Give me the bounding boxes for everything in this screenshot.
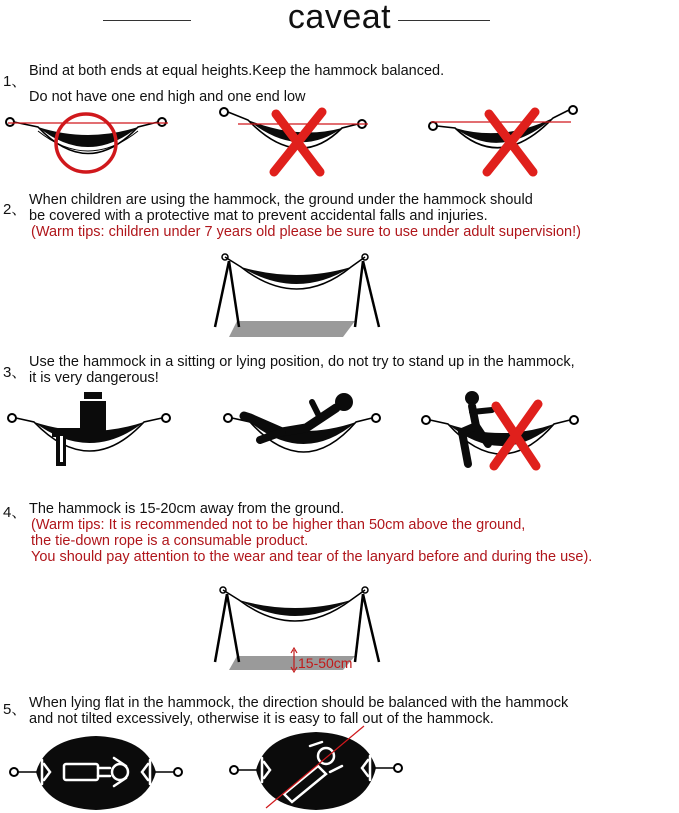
title-rule-right xyxy=(398,20,490,21)
standing-person-hammock-wrong-figure xyxy=(418,390,583,475)
step-4-warm-tip-1: (Warm tips: It is recommended not to be higher than 50cm above the ground, xyxy=(31,517,526,533)
step-1-line-2: Do not have one end high and one end low xyxy=(29,89,306,105)
step-4-warm-tip-3: You should pay attention to the wear and tear of the lanyard before and during the use). xyxy=(31,549,593,565)
step-5-line-2: and not tilted excessively, otherwise it is easy to fall out of the hammock. xyxy=(29,711,494,727)
top-view-balanced-figure xyxy=(6,728,186,813)
step-2-number: 2、 xyxy=(3,201,27,218)
step-2-line-1: When children are using the hammock, the ground under the hammock should xyxy=(29,192,533,208)
step-3-line-2: it is very dangerous! xyxy=(29,370,159,386)
height-label: 15-50cm xyxy=(298,655,353,671)
step-2-warm-tip: (Warm tips: children under 7 years old please be sure to use under adult supervision!) xyxy=(31,224,581,240)
hammock-stand-mat-figure xyxy=(205,243,390,343)
top-view-tilted-figure xyxy=(226,722,406,813)
step-1-number: 1、 xyxy=(3,73,27,90)
step-3-number: 3、 xyxy=(3,364,27,381)
step-2-line-2: be covered with a protective mat to prevent accidental falls and injuries. xyxy=(29,208,488,224)
balanced-hammock-figure xyxy=(4,105,174,180)
tilted-hammock-left-wrong-figure xyxy=(218,100,378,180)
step-4-number: 4、 xyxy=(3,504,27,521)
sitting-person-hammock-figure xyxy=(4,390,174,475)
step-4-warm-tip-2: the tie-down rope is a consumable product. xyxy=(31,533,309,549)
step-4-line-1: The hammock is 15-20cm away from the ground. xyxy=(29,501,345,517)
step-5-line-1: When lying flat in the hammock, the direction should be balanced with the hammock xyxy=(29,695,569,711)
step-5-number: 5、 xyxy=(3,701,27,718)
step-1-line-1: Bind at both ends at equal heights.Keep the hammock balanced. xyxy=(29,63,445,79)
step-3-line-1: Use the hammock in a sitting or lying position, do not try to stand up in the hammock, xyxy=(29,354,575,370)
page-title: caveat xyxy=(287,0,392,36)
lying-person-hammock-figure xyxy=(220,388,385,473)
tilted-hammock-right-wrong-figure xyxy=(425,100,585,180)
